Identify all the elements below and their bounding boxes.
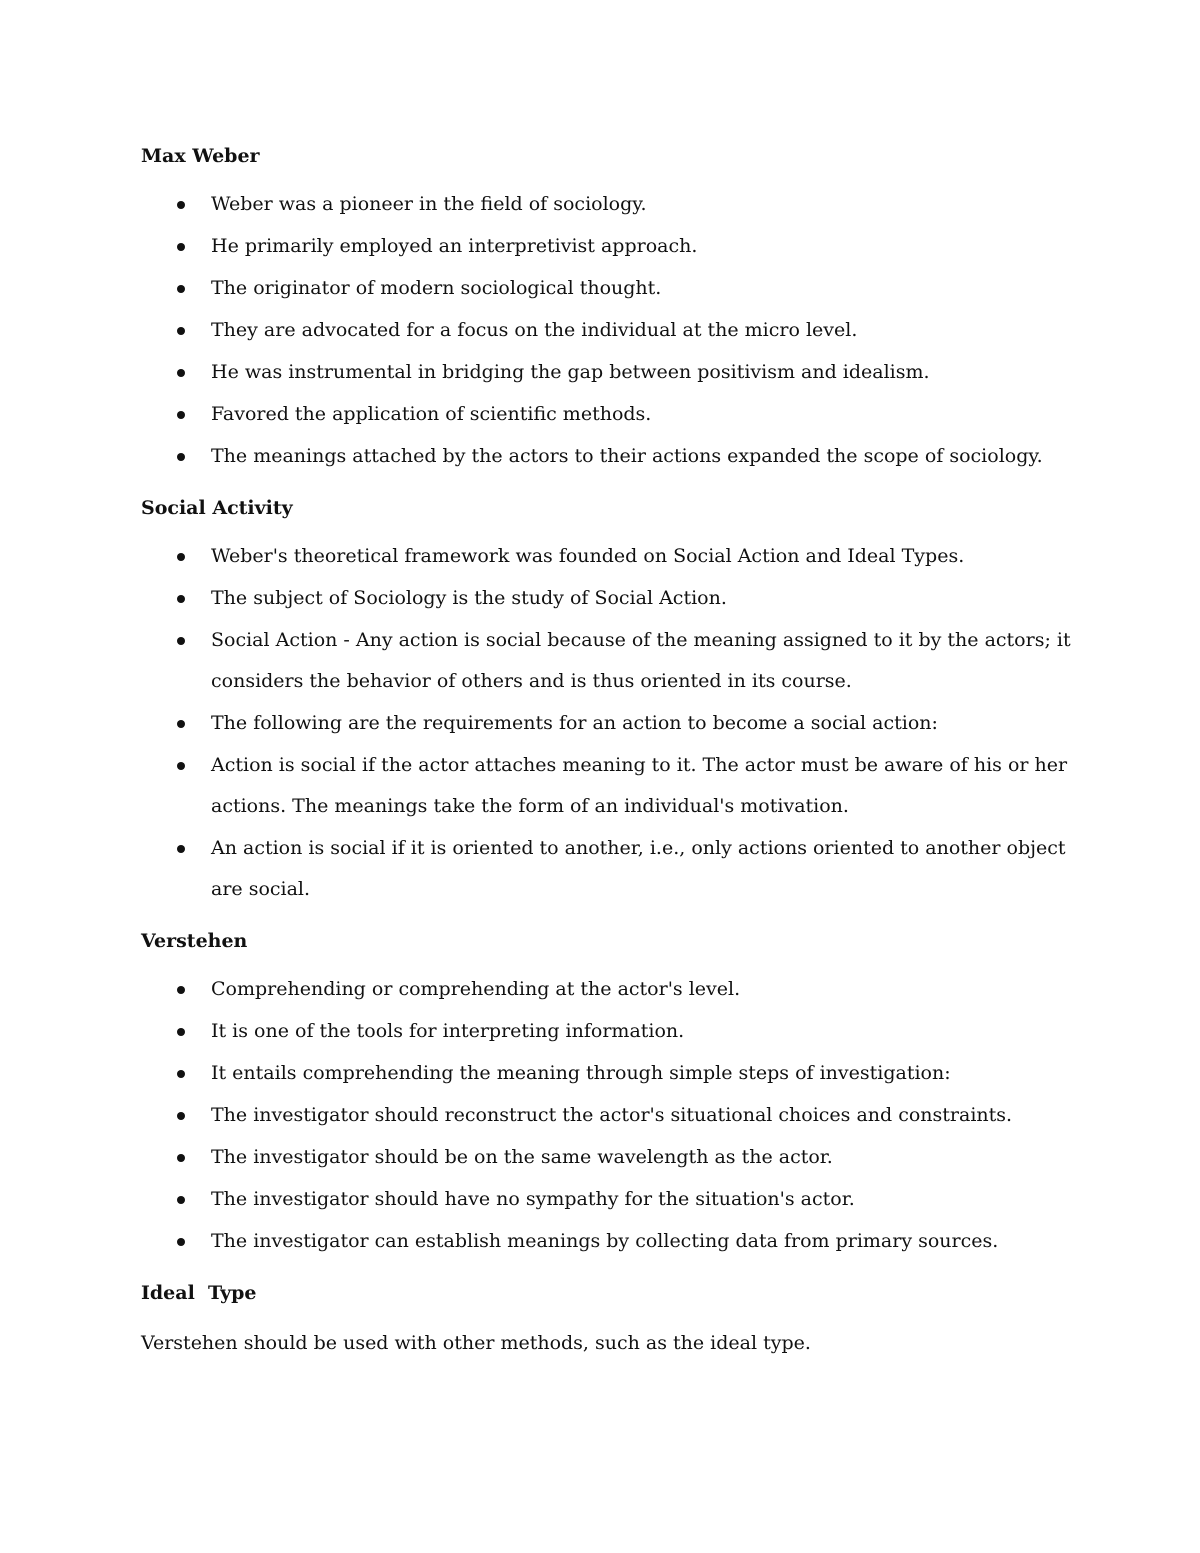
list-item-text: Action is social if the actor attaches meaning to it. The actor must be aware of his or her actions. The meanings take the form of an individual's motivation. xyxy=(211,754,1068,817)
list-item xyxy=(141,1221,1071,1262)
bullet-icon xyxy=(177,1196,185,1204)
list-item xyxy=(141,1011,1071,1052)
bullet-icon xyxy=(177,595,185,603)
bullet-icon xyxy=(177,986,185,994)
bullet-icon xyxy=(177,243,185,251)
list-item xyxy=(141,352,1071,393)
heading-max-weber: Max Weber xyxy=(141,145,260,167)
bullet-icon xyxy=(177,285,185,293)
list-item-text: The investigator can establish meanings by collecting data from primary sources. xyxy=(211,1230,999,1252)
heading-ideal-type: Ideal Type xyxy=(141,1282,257,1304)
list-item-text: It is one of the tools for interpreting information. xyxy=(211,1020,685,1042)
list-item xyxy=(141,703,1071,744)
list-item-text: Favored the application of scientific methods. xyxy=(211,403,652,425)
list-item xyxy=(141,620,1071,702)
list-item xyxy=(141,828,1071,910)
list-item xyxy=(141,436,1071,477)
bullet-icon xyxy=(177,845,185,853)
list-item-text: The investigator should reconstruct the actor's situational choices and constraints. xyxy=(211,1104,1013,1126)
bullet-icon xyxy=(177,369,185,377)
list-item xyxy=(141,1095,1071,1136)
list-item xyxy=(141,268,1071,309)
list-item-text: The following are the requirements for an action to become a social action: xyxy=(211,712,938,734)
bullet-icon xyxy=(177,411,185,419)
list-item-text: An action is social if it is oriented to another, i.e., only actions oriented to another object are social. xyxy=(211,837,1066,900)
list-item-text: The investigator should be on the same wavelength as the actor. xyxy=(211,1146,833,1168)
list-item xyxy=(141,310,1071,351)
list-item-text: He primarily employed an interpretivist approach. xyxy=(211,235,698,257)
list-item xyxy=(141,536,1071,577)
list-item-text: The meanings attached by the actors to their actions expanded the scope of sociology. xyxy=(211,445,1043,467)
list-item-text: Social Action - Any action is social because of the meaning assigned to it by the actors; it considers the behavior of others and is thus oriented in its course. xyxy=(211,629,1071,692)
list-item xyxy=(141,1053,1071,1094)
bullet-icon xyxy=(177,453,185,461)
list-item-text: Weber was a pioneer in the field of sociology. xyxy=(211,193,647,215)
list-item-text: The subject of Sociology is the study of Social Action. xyxy=(211,587,727,609)
list-item xyxy=(141,394,1071,435)
list-item xyxy=(141,1179,1071,1220)
list-item-text: Comprehending or comprehending at the actor's level. xyxy=(211,978,741,1000)
document-content xyxy=(141,140,1071,1364)
list-item xyxy=(141,184,1071,225)
bullet-icon xyxy=(177,553,185,561)
ideal-type-paragraph: Verstehen should be used with other methods, such as the ideal type. xyxy=(141,1332,811,1354)
bullet-icon xyxy=(177,720,185,728)
list-item xyxy=(141,578,1071,619)
bullet-icon xyxy=(177,1070,185,1078)
heading-social-activity: Social Activity xyxy=(141,497,293,519)
list-item-text: Weber's theoretical framework was founded on Social Action and Ideal Types. xyxy=(211,545,965,567)
bullet-icon xyxy=(177,1238,185,1246)
bullet-list-max-weber xyxy=(141,184,1071,477)
list-item-text: The investigator should have no sympathy for the situation's actor. xyxy=(211,1188,855,1210)
bullet-list-social-activity xyxy=(141,536,1071,910)
list-item-text: The originator of modern sociological thought. xyxy=(211,277,662,299)
list-item-text: He was instrumental in bridging the gap between positivism and idealism. xyxy=(211,361,930,383)
list-item-text: They are advocated for a focus on the individual at the micro level. xyxy=(211,319,858,341)
bullet-list-verstehen xyxy=(141,969,1071,1262)
list-item xyxy=(141,745,1071,827)
bullet-icon xyxy=(177,201,185,209)
list-item xyxy=(141,226,1071,267)
list-item-text: It entails comprehending the meaning through simple steps of investigation: xyxy=(211,1062,951,1084)
bullet-icon xyxy=(177,1028,185,1036)
bullet-icon xyxy=(177,327,185,335)
bullet-icon xyxy=(177,1154,185,1162)
list-item xyxy=(141,969,1071,1010)
bullet-icon xyxy=(177,1112,185,1120)
heading-verstehen: Verstehen xyxy=(141,930,248,952)
bullet-icon xyxy=(177,637,185,645)
bullet-icon xyxy=(177,762,185,770)
list-item xyxy=(141,1137,1071,1178)
